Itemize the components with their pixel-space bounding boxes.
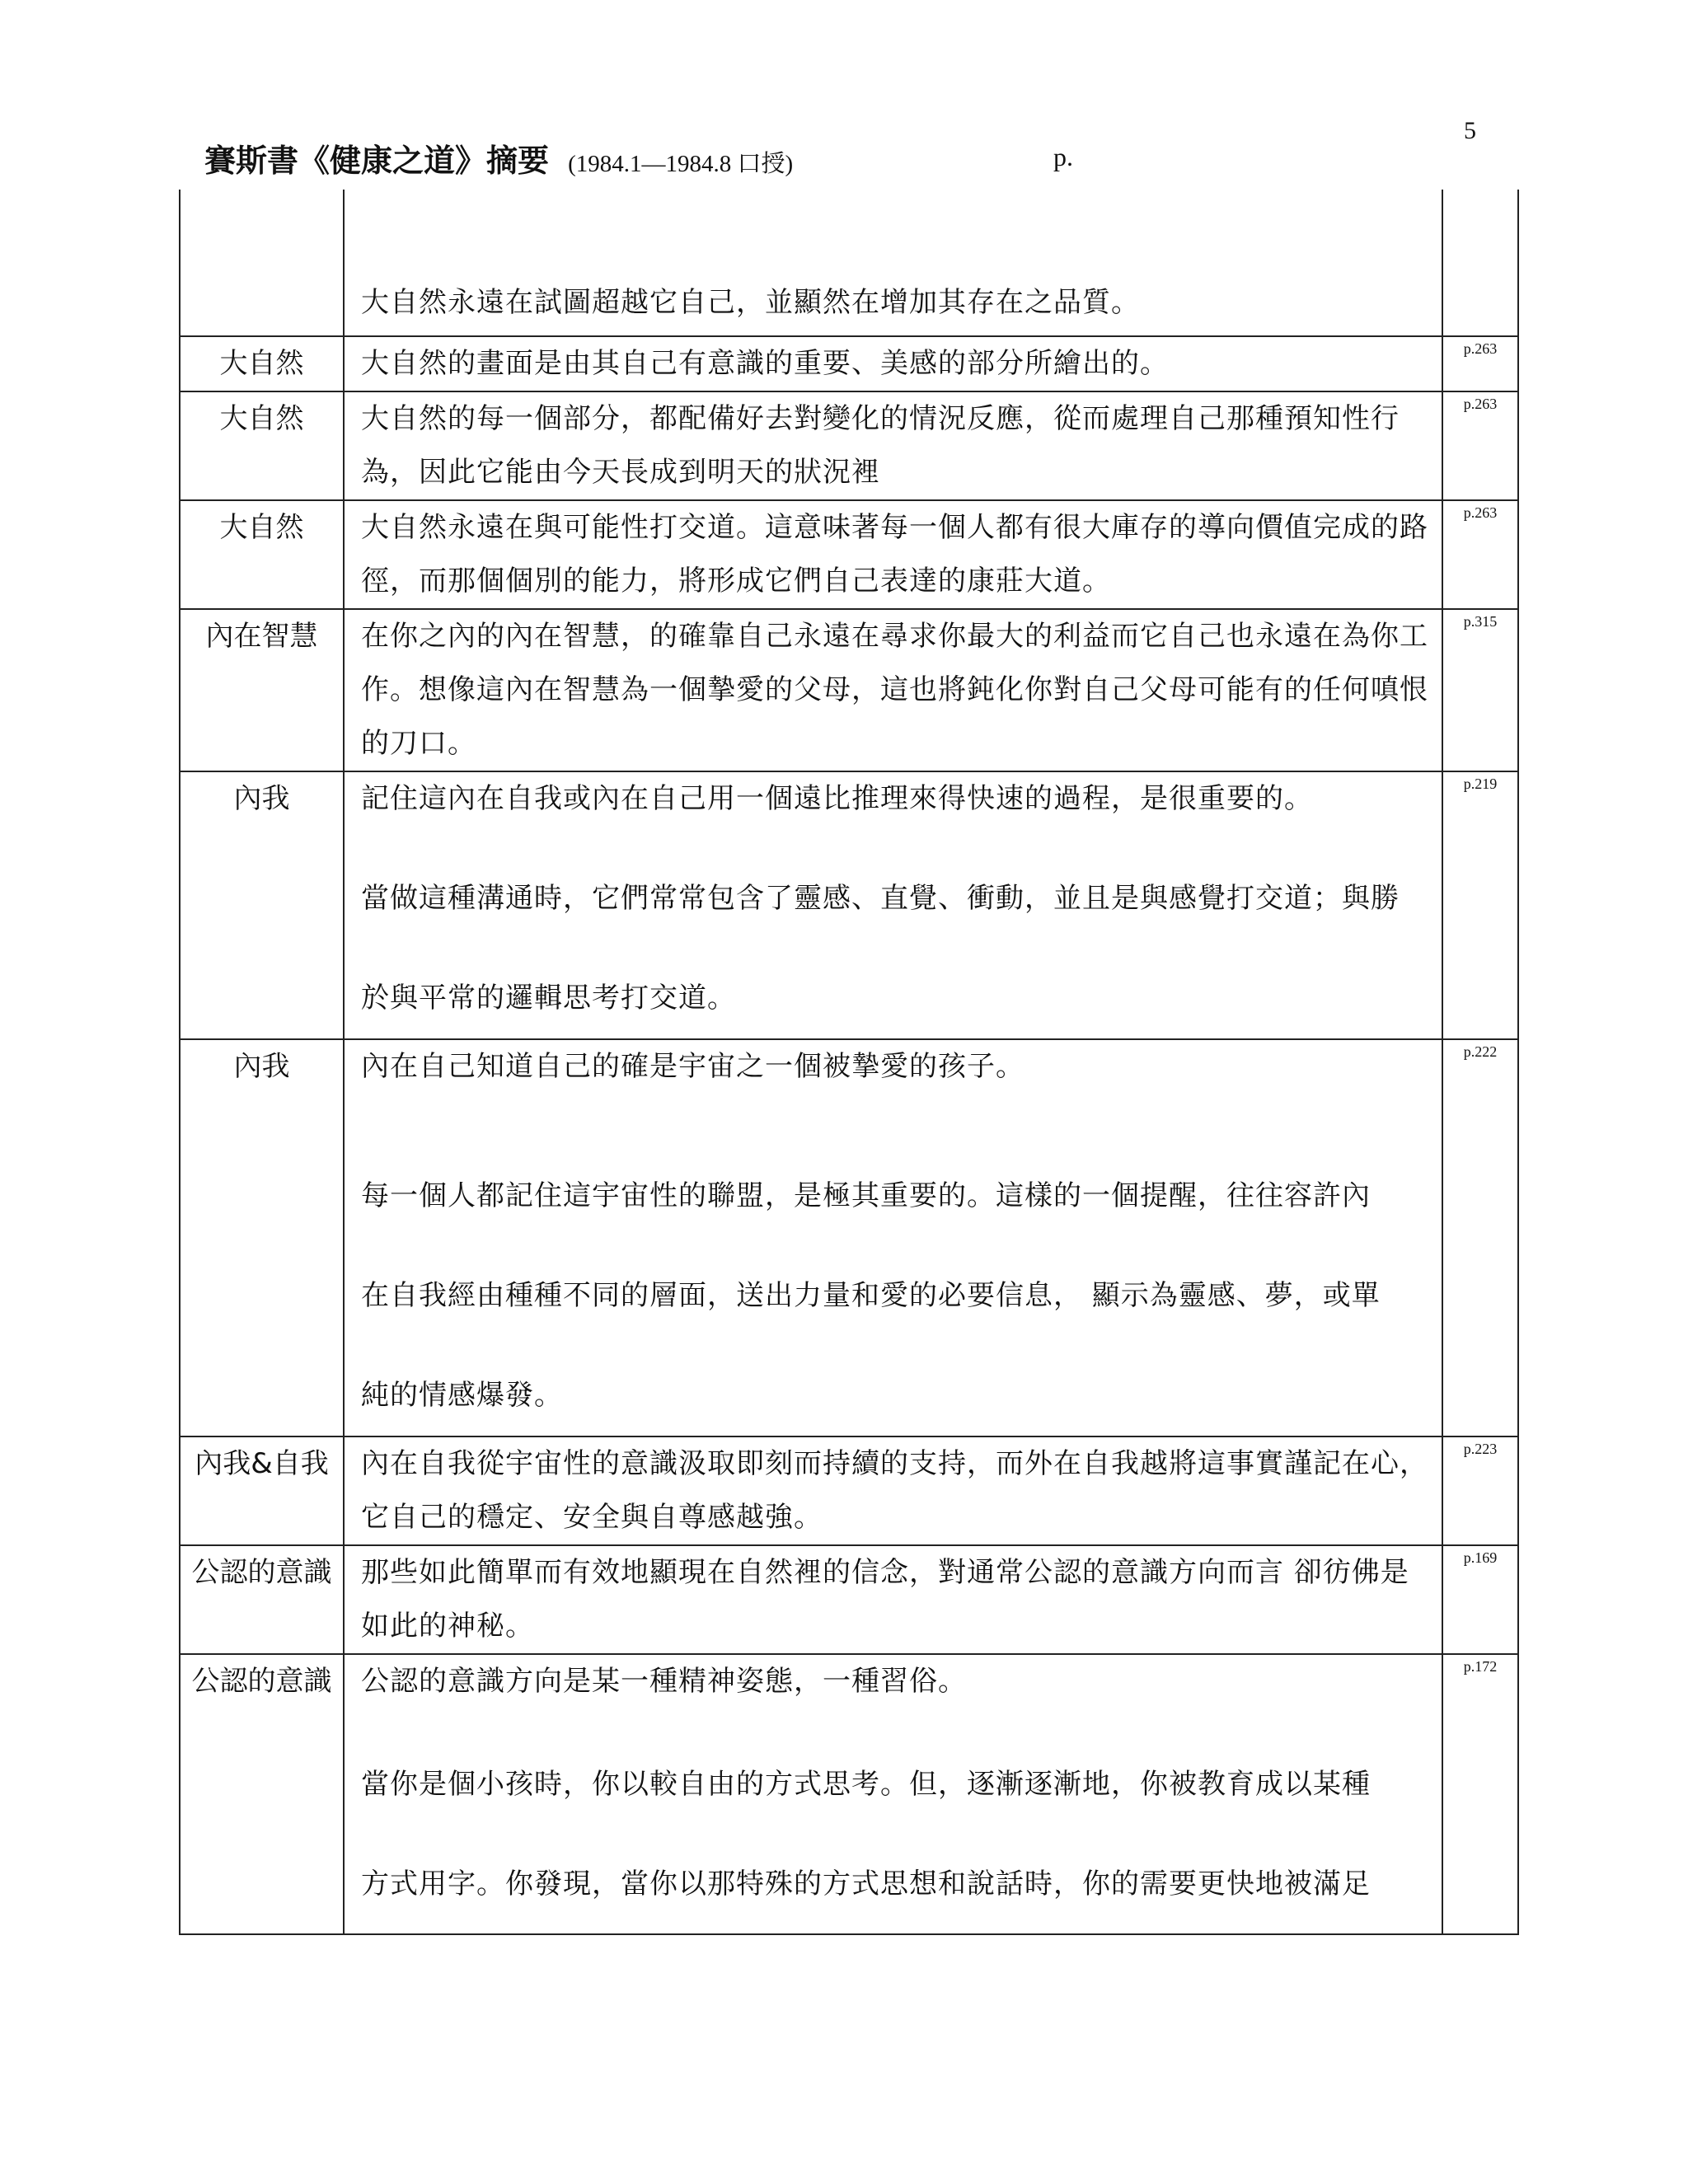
page-ref: p.222 [1442,1039,1518,1436]
page-ref [1442,190,1518,336]
content-cell [344,1436,1442,1545]
content-paragraph: 在你之內的內在智慧，的確靠自己永遠在尋求你最大的利益而它自己也永遠在為你工作。想像這內在智慧為一個摯愛的父母，這也將鈍化你對自己父母可能有的任何嗔恨的刀口。 [361,620,1428,760]
content-cell [344,1039,1442,1436]
topic-cell: 內我 [180,771,344,1039]
table-row [180,190,1518,336]
content-paragraph: 大自然的畫面是由其自己有意識的重要、美感的部分所繪出的。 [361,347,1169,380]
topic-cell: 大自然 [180,336,344,391]
document-header [204,135,1073,180]
table-row [180,771,1518,1039]
content-cell [344,190,1442,336]
content-paragraph: 於與平常的邏輯思考打交道。 [361,982,736,1015]
content-paragraph: 每一個人都記住這宇宙性的聯盟，是極其重要的。這樣的一個提醒，往往容許內 [361,1179,1371,1212]
content-paragraph: 在自我經由種種不同的層面，送出力量和愛的必要信息， 顯示為靈感、夢，或單 [361,1279,1381,1312]
table-row [180,500,1518,609]
content-paragraph: 當你是個小孩時，你以較自由的方式思考。但，逐漸逐漸地，你被教育成以某種 [361,1768,1371,1801]
page-ref: p.169 [1442,1545,1518,1654]
content-paragraph: 當做這種溝通時，它們常常包含了靈感、直覺、衝動，並且是與感覺打交道；與勝 [361,882,1400,915]
content-cell [344,609,1442,771]
topic-cell: 內我 [180,1039,344,1436]
content-paragraph: 記住這內在自我或內在自己用一個遠比推理來得快速的過程，是很重要的。 [361,782,1313,815]
content-paragraph: 內在自我從宇宙性的意識汲取即刻而持續的支持，而外在自我越將這事實謹記在心，它自己的穩定、安全與自尊感越強。 [361,1447,1428,1534]
topic-cell: 內在智慧 [180,609,344,771]
table-row [180,609,1518,771]
topic-cell: 內我&自我 [180,1436,344,1545]
table-row [180,336,1518,391]
topic-cell: 大自然 [180,500,344,609]
content-cell [344,336,1442,391]
summary-table [179,190,1519,1935]
table-row [180,1545,1518,1654]
topic-cell: 大自然 [180,391,344,500]
table-row [180,1436,1518,1545]
dictation-dates: (1984.1—1984.8 口授) [568,151,794,177]
table-row [180,1039,1518,1436]
page-ref: p.223 [1442,1436,1518,1545]
content-cell [344,1545,1442,1654]
table-row [180,391,1518,500]
page-ref: p.219 [1442,771,1518,1039]
content-paragraph: 大自然永遠在與可能性打交道。這意味著每一個人都有很大庫存的導向價值完成的路徑，而那個個別的能力，將形成它們自己表達的康莊大道。 [361,511,1428,598]
table-row [180,1654,1518,1934]
content-paragraph: 那些如此簡單而有效地顯現在自然裡的信念，對通常公認的意識方向而言 卻彷佛是如此的神秘。 [361,1556,1409,1643]
page-ref: p.315 [1442,609,1518,771]
topic-cell: 公認的意識 [180,1545,344,1654]
content-cell [344,500,1442,609]
content-cell [344,1654,1442,1934]
content-paragraph: 公認的意識方向是某一種精神姿態，一種習俗。 [361,1665,967,1698]
content-paragraph: 內在自己知道自己的確是宇宙之一個被摯愛的孩子。 [361,1050,1025,1083]
content-cell [344,391,1442,500]
content-paragraph: 方式用字。你發現，當你以那特殊的方式思想和說話時，你的需要更快地被滿足 [361,1868,1371,1900]
page-number: 5 [1464,117,1476,144]
page-ref: p.263 [1442,336,1518,391]
page-ref: p.263 [1442,391,1518,500]
content-cell [344,771,1442,1039]
content-paragraph: 大自然永遠在試圖超越它自己，並顯然在增加其存在之品質。 [361,286,1140,319]
content-paragraph: 純的情感爆發。 [361,1379,563,1412]
page-mark: p. [1053,142,1073,171]
topic-cell: 公認的意識 [180,1654,344,1934]
page-ref: p.263 [1442,500,1518,609]
content-paragraph: 大自然的每一個部分，都配備好去對變化的情況反應，從而處理自己那種預知性行為，因此它能由今天長成到明天的狀況裡 [361,402,1400,489]
topic-cell [180,190,344,336]
document-title: 賽斯書《健康之道》摘要 [204,143,550,179]
page-ref: p.172 [1442,1654,1518,1934]
